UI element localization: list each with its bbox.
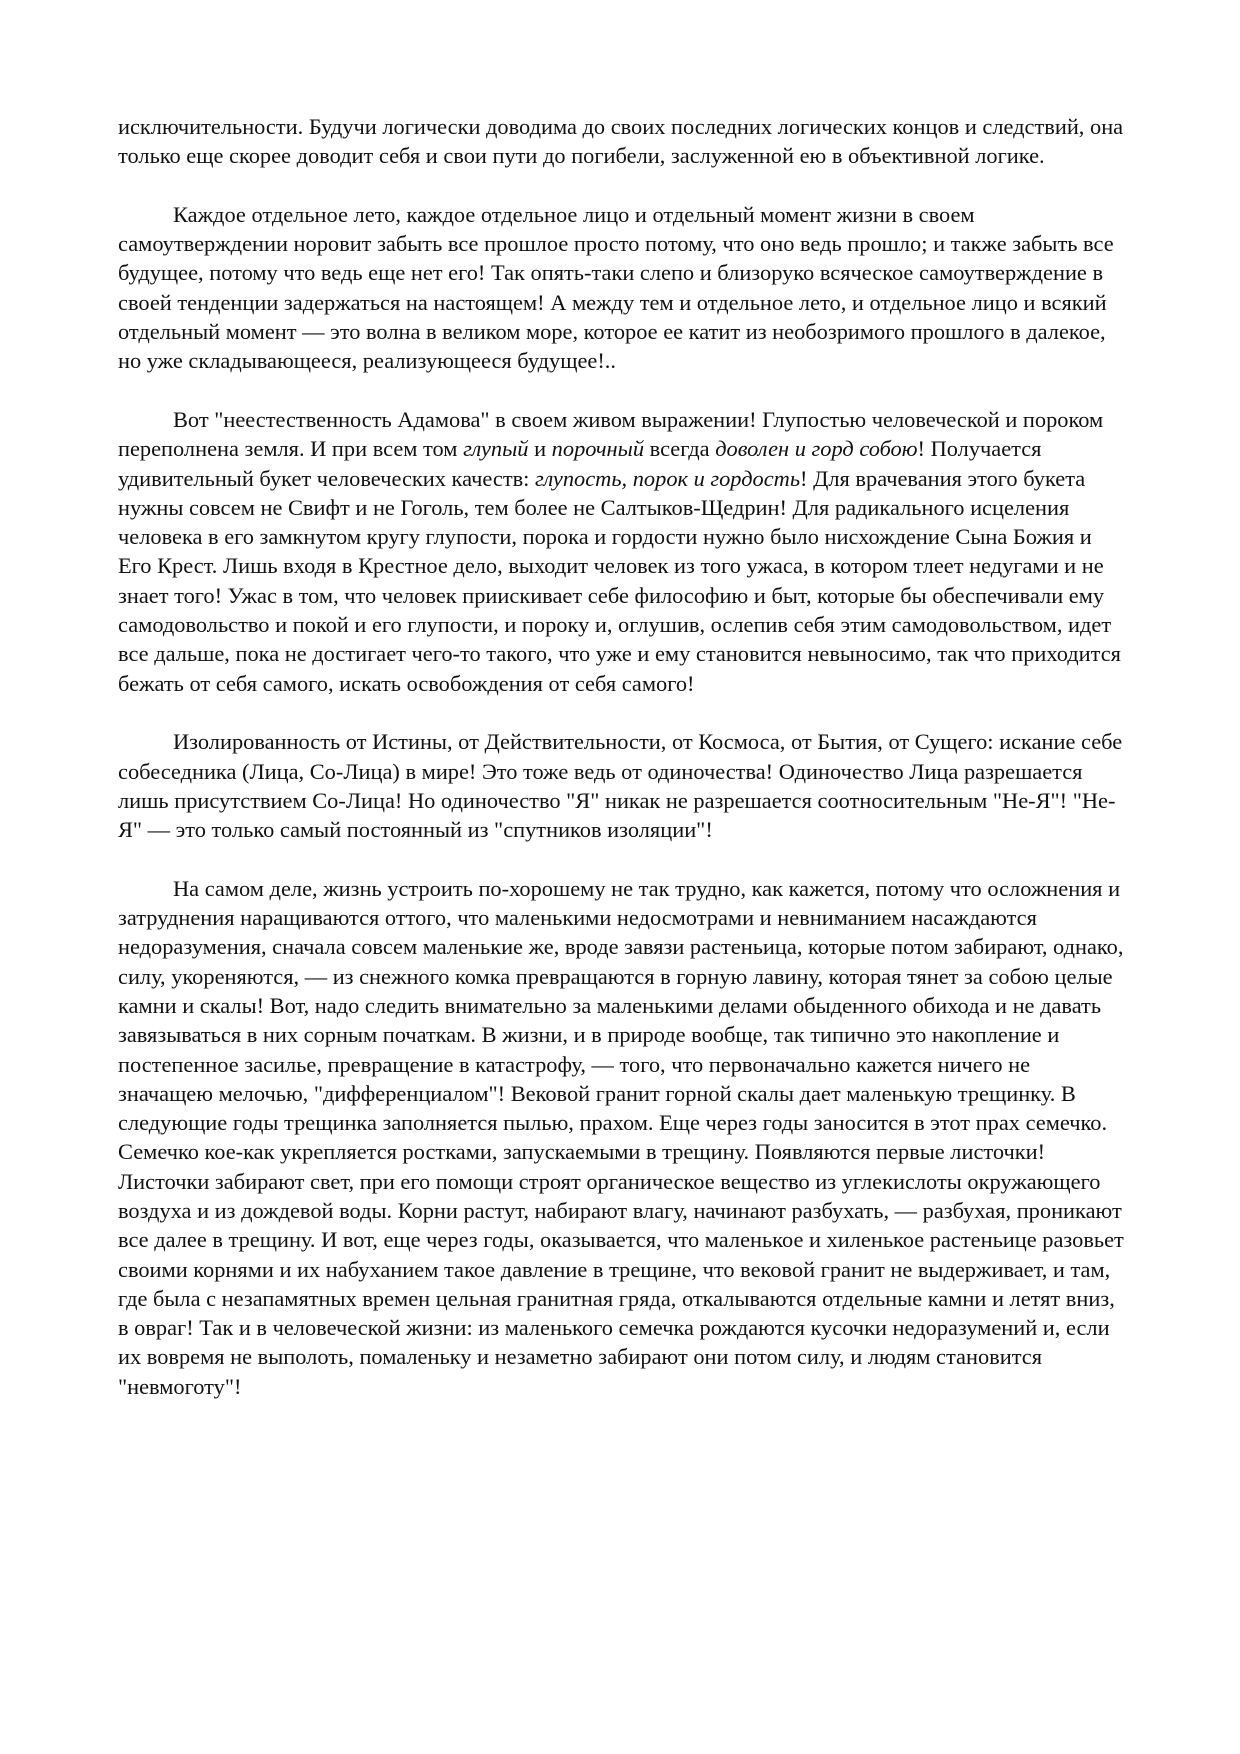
- italic-text: порочный: [551, 436, 645, 462]
- paragraph-text: исключительности. Будучи логически доводима до своих последних логических концов и следствий, она только еще скорее доводит себя и свои пути до погибели, заслуженной ею в объективной логике.: [118, 114, 1124, 169]
- paragraph-1: [118, 112, 1126, 171]
- paragraph-text: и: [528, 436, 552, 462]
- italic-text: глупость, порок и гордость: [535, 465, 801, 491]
- paragraph-text: Изолированность от Истины, от Действительности, от Космоса, от Бытия, от Сущего: искание себе собеседника (Лица, Со-Лица) в мире! Это тоже ведь от одиночества! Одиночество Лица разрешается лишь присутствием Со-Лица! Но одиночество "Я" никак не разрешается соотносительным "Не-Я"! "Не-Я" — это только самый постоянный из "спутников изоляции"!: [118, 729, 1123, 843]
- paragraph-4: [118, 727, 1126, 844]
- paragraph-text: На самом деле, жизнь устроить по-хорошему не так трудно, как кажется, потому что осложнения и затруднения наращиваются оттого, что маленькими недосмотрами и невниманием насаждаются недоразумения, сначала совсем маленькие же, вроде завязи растеньица, которые потом забирают, однако, силу, укореняются, — из снежного комка превращаются в горную лавину, которая тянет за собою целые камни и скалы! Вот, надо следить внимательно за маленькими делами обыденного обихода и не давать завязываться в них сорным початкам. В жизни, и в природе вообще, так типично это накопление и постепенное засилье, превращение в катастрофу, — того, что первоначально кажется ничего не значащею мелочью, "дифференциалом"! Вековой гранит горной скалы дает маленькую трещинку. В следующие годы трещинка заполняется пылью, прахом. Еще через годы заносится в этот прах семечко. Семечко кое-как укрепляется ростками, запускаемыми в трещину. Появляются первые листочки! Листочки забирают свет, при его помощи строят органическое вещество из углекислоты окружающего воздуха и из дождевой воды. Корни растут, набирают влагу, начинают разбухать, — разбухая, проникают все далее в трещину. И вот, еще через годы, оказывается, что маленькое и хиленькое растеньице разовьет своими корнями и их набуханием такое давление в трещине, что вековой гранит не выдерживает, и там, где была с незапамятных времен цельная гранитная гряда, откалываются отдельные камни и летят вниз, в овраг! Так и в человеческой жизни: из маленького семечка рождаются кусочки недоразумений и, если их вовремя не выполоть, помаленьку и незаметно забирают они потом силу, и людям становится "невмоготу"!: [118, 875, 1124, 1399]
- document-page: [118, 112, 1126, 1430]
- italic-text: доволен и горд собою: [715, 436, 918, 462]
- paragraph-5: [118, 874, 1126, 1401]
- paragraph-text: ! Получается удивительный букет человеческих качеств:: [118, 436, 1042, 491]
- paragraph-2: [118, 200, 1126, 376]
- paragraph-text: всегда: [644, 436, 716, 462]
- paragraph-text: ! Для врачевания этого букета нужны совсем не Свифт и не Гоголь, тем более не Салтыков-Щедрин! Для радикального исцеления человека в его замкнутом кругу глупости, порока и гордости нужно было нисхождение Сына Божия и Его Крест. Лишь входя в Крестное дело, выходит человек из того ужаса, в котором тлеет недугами и не знает того! Ужас в том, что человек приискивает себе философию и быт, которые бы обеспечивали ему самодовольство и покой и его глупости, и пороку и, оглушив, ослепив себя этим самодовольством, идет все дальше, пока не достигает чего-то такого, что уже и ему становится невыносимо, так что приходится бежать от себя самого, искать освобождения от себя самого!: [118, 465, 1121, 696]
- paragraph-3: [118, 405, 1126, 698]
- paragraph-text: Вот "неестественность Адамова" в своем живом выражении! Глупостью человеческой и пороком переполнена земля. И при всем том: [118, 406, 1104, 462]
- italic-text: глупый: [463, 436, 529, 462]
- paragraph-text: Каждое отдельное лето, каждое отдельное лицо и отдельный момент жизни в своем самоутверждении норовит забыть все прошлое просто потому, что оно ведь прошло; и также забыть все будущее, потому что ведь еще нет его! Так опять-таки слепо и близоруко всяческое самоутверждение в своей тенденции задержаться на настоящем! А между тем и отдельное лето, и отдельное лицо и всякий отдельный момент — это волна в великом море, которое ее катит из необозримого прошлого в далекое, но уже складывающееся, реализующееся будущее!..: [118, 201, 1114, 374]
